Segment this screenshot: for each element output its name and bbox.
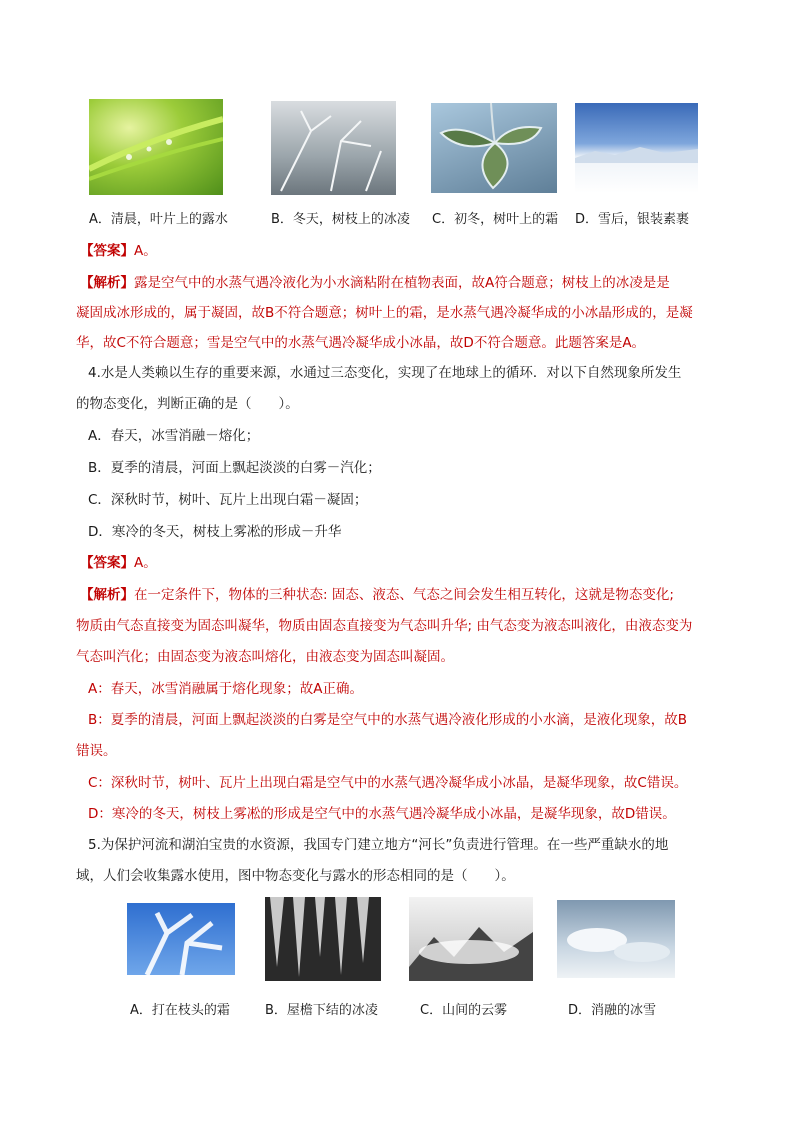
eave-icicles-photo — [265, 897, 381, 981]
q4-analysis-line-1: 【解析】在一定条件下，物体的三种状态: 固态、液态、气态之间会发生相互转化，这就是物态变化; — [80, 587, 674, 603]
q5-stem-line-2: 域，人们会收集露水使用，图中物态变化与露水的形态相同的是（ ）。 — [76, 868, 515, 884]
q4-answer: 【答案】A。 — [80, 555, 157, 571]
q4-analysis-line-2: 物质由气态直接变为固态叫凝华，物质由固态直接变为气态叫升华; 由气态变为液态叫液化，由液态变为 — [76, 618, 693, 634]
q4-item-a: A：春天，冰雪消融属于熔化现象；故A正确。 — [88, 681, 363, 697]
snow-landscape-photo — [575, 103, 698, 193]
q3-answer: 【答案】A。 — [80, 243, 157, 259]
q5-option-c: C．山间的云雾 — [420, 1003, 508, 1018]
q5-stem-line-1: 5.为保护河流和湖泊宝贵的水资源，我国专门建立地方“河长”负责进行管理。在一些严重缺水的地 — [88, 837, 669, 853]
dew-on-leaf-photo — [89, 99, 223, 195]
q4-item-d: D：寒冷的冬天，树枝上雾凇的形成是空气中的水蒸气遇冷凝华成小冰晶，是凝华现象，故D错误。 — [88, 806, 676, 822]
q4-analysis-line-3: 气态叫汽化；由固态变为液态叫熔化，由液态变为固态叫凝固。 — [76, 649, 454, 665]
q5-option-b: B．屋檐下结的冰凌 — [265, 1003, 378, 1018]
q4-option-b: B．夏季的清晨，河面上飘起淡淡的白雾－汽化； — [88, 460, 381, 476]
q3-analysis-line-2: 凝固成冰形成的，属于凝固，故B不符合题意；树叶上的霜，是水蒸气遇冷凝华成的小冰晶形成的，是凝 — [76, 305, 693, 321]
melting-ice-photo — [557, 900, 675, 978]
option-d: D．雪后，银装素裹 — [575, 212, 690, 227]
option-a: A．清晨，叶片上的露水 — [89, 212, 228, 227]
frost-branch-photo — [127, 903, 235, 975]
q4-item-c: C：深秋时节，树叶、瓦片上出现白霜是空气中的水蒸气遇冷凝华成小冰晶，是凝华现象，故C错误。 — [88, 775, 688, 791]
q5-option-d: D．消融的冰雪 — [568, 1003, 657, 1018]
option-b: B．冬天，树枝上的冰凌 — [271, 212, 410, 227]
q4-item-b: B：夏季的清晨，河面上飘起淡淡的白雾是空气中的水蒸气遇冷液化形成的小水滴，是液化现象，故B — [88, 712, 688, 728]
q5-option-a: A．打在枝头的霜 — [130, 1003, 230, 1018]
option-c: C．初冬，树叶上的霜 — [432, 212, 559, 227]
q4-option-a: A．春天，冰雪消融－熔化； — [88, 428, 260, 444]
q3-analysis-line-3: 华，故C不符合题意；雪是空气中的水蒸气遇冷凝华成小冰晶，故D不符合题意。此题答案是A。 — [76, 335, 646, 351]
q4-stem-line-2: 的物态变化，判断正确的是（ ）。 — [76, 396, 299, 412]
mountain-fog-photo — [409, 897, 533, 981]
q4-stem-line-1: 4.水是人类赖以生存的重要来源，水通过三态变化，实现了在地球上的循环．对以下自然现象所发生 — [88, 365, 682, 381]
q4-option-d: D．寒冷的冬天，树枝上雾凇的形成－升华 — [88, 524, 342, 540]
q4-option-c: C．深秋时节，树叶、瓦片上出现白霜－凝固； — [88, 492, 368, 508]
frost-leaf-photo — [431, 103, 557, 193]
icicle-branches-photo — [271, 101, 396, 195]
q4-item-b-cont: 错误。 — [76, 743, 117, 759]
q3-analysis-line-1: 【解析】露是空气中的水蒸气遇冷液化为小水滴粘附在植物表面，故A符合题意；树枝上的冰凌是是 — [80, 275, 670, 291]
